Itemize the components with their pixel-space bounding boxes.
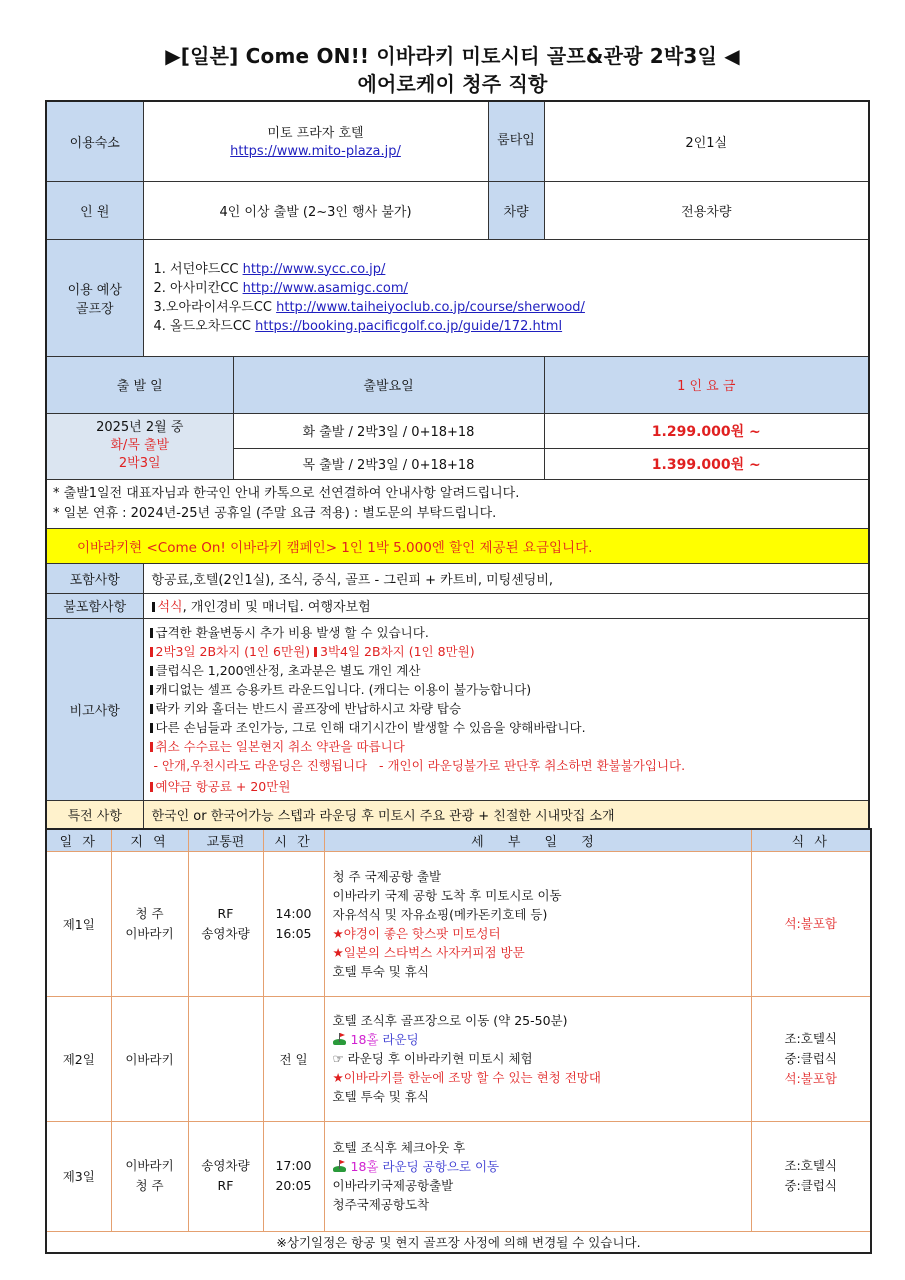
price-row-fare: 1.399.000원 ~ xyxy=(544,448,869,479)
hotel-name: 미토 프라자 호텔 xyxy=(267,125,364,141)
special-label: 특전 사항 xyxy=(46,800,143,830)
remark-line: 2박3일 2B차지 (1인 6만원) 3박4일 2B차지 (1인 8만원) xyxy=(150,642,863,661)
hotel-link[interactable]: https://www.mito-plaza.jp/ xyxy=(230,143,401,159)
time: 17:00 20:05 xyxy=(263,1121,324,1231)
golf-flag-icon xyxy=(333,1033,347,1045)
header-region: 지 역 xyxy=(111,829,188,851)
bullet-icon xyxy=(150,666,153,676)
remark-line: 캐디없는 셀프 승용카트 라운드입니다. (캐디는 이용이 불가능합니다) xyxy=(150,680,863,699)
bullet-icon xyxy=(150,628,153,638)
header-time: 시 간 xyxy=(263,829,324,851)
price-row-day: 목 출발 / 2박3일 / 0+18+18 xyxy=(233,448,544,479)
itinerary-table xyxy=(45,828,872,1254)
golf-course-link[interactable]: http://www.asamigc.com/ xyxy=(242,280,408,296)
note-line: * 일본 연휴 : 2024년-25년 공휴일 (주말 요금 적용) : 별도문의 부탁드립니다. xyxy=(53,505,497,521)
golf-course-link[interactable]: http://www.sycc.co.jp/ xyxy=(242,261,386,277)
transport: RF 송영차량 xyxy=(188,851,263,996)
departure-period: 2025년 2월 중 화/목 출발 2박3일 xyxy=(46,413,233,479)
price-row-fare: 1.299.000원 ~ xyxy=(544,413,869,448)
region: 청 주 이바라키 xyxy=(111,851,188,996)
remark-line: 락카 키와 홀더는 반드시 골프장에 반납하시고 차량 탑승 xyxy=(150,699,863,718)
accommodation-label: 이용숙소 xyxy=(46,101,143,181)
remark-line: - 안개,우천시라도 라운딩은 진행됩니다 - 개인이 라운딩불가로 판단후 취소하면 환불불가입니다. xyxy=(149,757,686,773)
day-label: 제2일 xyxy=(46,996,111,1121)
bullet-icon xyxy=(150,782,153,792)
schedule: 호텔 조식후 골프장으로 이동 (약 25-50분) 18홀 라운딩 ☞ 라운딩 후 이바라키현 미토시 체험 ★이바라키를 한눈에 조망 할 수 있는 현청 전망대 호텔 투숙 및 휴식 xyxy=(324,996,751,1121)
time: 전 일 xyxy=(263,996,324,1121)
meals: 석:불포함 xyxy=(751,851,871,996)
golf-course-link[interactable]: https://booking.pacificgolf.co.jp/guide/172.html xyxy=(255,318,563,334)
remarks-label: 비고사항 xyxy=(46,618,143,800)
people-value: 4인 이상 출발 (2~3인 행사 불가) xyxy=(143,181,488,239)
remark-line: 다른 손님들과 조인가능, 그로 인해 대기시간이 발생할 수 있음을 양해바랍니다. xyxy=(150,718,863,737)
transport xyxy=(188,996,263,1121)
meals: 조:호텔식 중:클럽식 xyxy=(751,1121,871,1231)
golf-flag-icon xyxy=(333,1160,347,1172)
room-type-value: 2인1실 xyxy=(544,101,869,181)
itinerary-row xyxy=(46,1121,871,1231)
price-row-day: 화 출발 / 2박3일 / 0+18+18 xyxy=(233,413,544,448)
bullet-icon xyxy=(150,647,153,657)
itinerary-row xyxy=(46,851,871,996)
meals: 조:호텔식 중:클럽식 석:불포함 xyxy=(751,996,871,1121)
remark-line: 클럽식은 1,200엔산정, 초과분은 별도 개인 계산 xyxy=(150,661,863,680)
bullet-icon xyxy=(150,685,153,695)
included-label: 포함사항 xyxy=(46,563,143,593)
page-subtitle: 에어로케이 청주 직항 xyxy=(357,72,548,96)
excluded-label: 불포함사항 xyxy=(46,593,143,618)
region: 이바라키 xyxy=(111,996,188,1121)
bullet-icon xyxy=(152,602,155,612)
schedule: 청 주 국제공항 출발 이바라키 국제 공항 도착 후 미토시로 이동 자유석식 및 자유쇼핑(메카돈키호테 등) ★야경이 좋은 핫스팟 미토성터 ★일본의 스타벅스 사자커피점 방문 호텔 투숙 및 휴식 xyxy=(324,851,751,996)
itinerary-footer-note: ※상기일정은 항공 및 현지 골프장 사정에 의해 변경될 수 있습니다. xyxy=(46,1231,871,1253)
included-value: 항공료,호텔(2인1실), 조식, 중식, 골프 - 그린피 + 카트비, 미팅센딩비, xyxy=(143,563,869,593)
bullet-icon xyxy=(314,647,317,657)
remark-line: 취소 수수료는 일본현지 취소 약관을 따릅니다 xyxy=(150,737,863,756)
special-value: 한국인 or 한국어가능 스텝과 라운딩 후 미토시 주요 관광 + 친절한 시내맛집 소개 xyxy=(143,800,869,830)
golf-course-link[interactable]: http://www.taiheiyoclub.co.jp/course/sherwood/ xyxy=(276,299,585,315)
overview-table xyxy=(45,100,870,831)
golf-course-item: 3.오아라이셔우드CC http://www.taiheiyoclub.co.jp/course/sherwood/ xyxy=(153,299,585,315)
remark-line: 급격한 환율변동시 추가 비용 발생 할 수 있습니다. xyxy=(150,623,863,642)
bullet-icon xyxy=(150,704,153,714)
schedule: 호텔 조식후 체크아웃 후 18홀 라운딩 공항으로 이동 이바라키국제공항출발 청주국제공항도착 xyxy=(324,1121,751,1231)
golf-course-item: 2. 아사미칸CC http://www.asamigc.com/ xyxy=(153,280,408,296)
header-meal: 식 사 xyxy=(751,829,871,851)
header-schedule: 세 부 일 정 xyxy=(324,829,751,851)
price-header-weekday: 출발요일 xyxy=(233,356,544,413)
golf-course-list xyxy=(143,239,869,356)
excluded-value: 석식, 개인경비 및 매너팁. 여행자보험 xyxy=(143,593,869,618)
transport: 송영차량 RF xyxy=(188,1121,263,1231)
remark-line: 예약금 항공료 + 20만원 xyxy=(150,777,863,796)
region: 이바라키 청 주 xyxy=(111,1121,188,1231)
remarks-list xyxy=(143,618,869,800)
day-label: 제3일 xyxy=(46,1121,111,1231)
time: 14:00 16:05 xyxy=(263,851,324,996)
vehicle-value: 전용차량 xyxy=(544,181,869,239)
price-header-departure: 출 발 일 xyxy=(46,356,233,413)
header-day: 일 자 xyxy=(46,829,111,851)
day-label: 제1일 xyxy=(46,851,111,996)
price-header-fare: 1 인 요 금 xyxy=(544,356,869,413)
room-type-label: 룸타입 xyxy=(488,101,544,181)
itinerary-row xyxy=(46,996,871,1121)
notes xyxy=(46,479,869,528)
bullet-icon xyxy=(150,742,153,752)
campaign-banner: 이바라키현 <Come On! 이바라키 캠페인> 1인 1박 5.000엔 할인 제공된 요금입니다. xyxy=(46,528,869,563)
golf-courses-label: 이용 예상 골프장 xyxy=(46,239,143,356)
accommodation-cell xyxy=(143,101,488,181)
people-label: 인 원 xyxy=(46,181,143,239)
bullet-icon xyxy=(150,723,153,733)
vehicle-label: 차량 xyxy=(488,181,544,239)
header-transport: 교통편 xyxy=(188,829,263,851)
note-line: * 출발1일전 대표자님과 한국인 안내 카톡으로 선연결하여 안내사항 알려드립니다. xyxy=(53,485,520,501)
page-title: ▶[일본] Come ON!! 이바라키 미토시티 골프&관광 2박3일 ◀ xyxy=(165,44,740,68)
golf-course-item: 4. 올드오차드CC https://booking.pacificgolf.co.jp/guide/172.html xyxy=(153,318,563,334)
golf-course-item: 1. 서던야드CC http://www.sycc.co.jp/ xyxy=(153,261,386,277)
